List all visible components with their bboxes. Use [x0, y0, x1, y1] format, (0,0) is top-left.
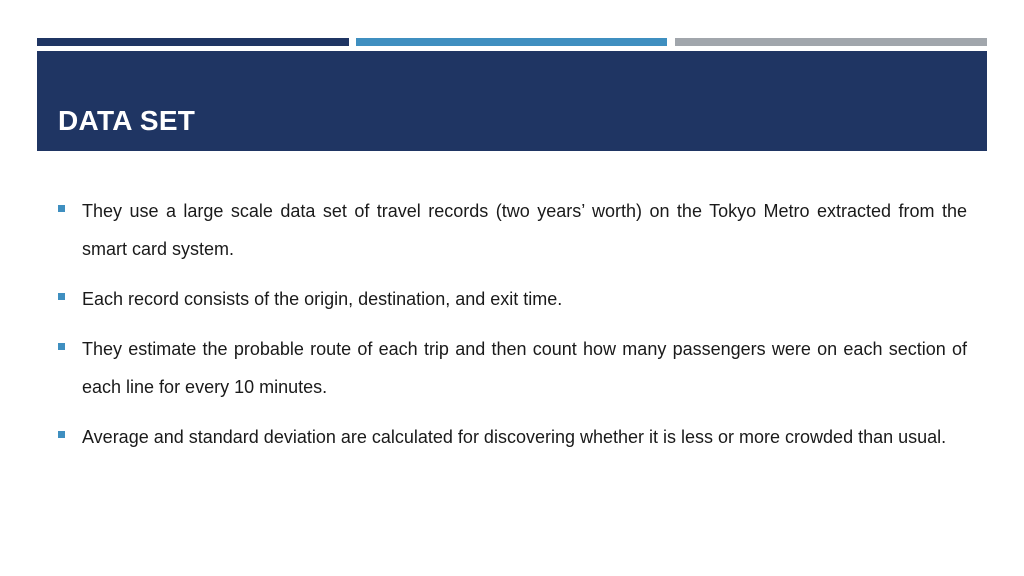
square-bullet-icon [58, 293, 65, 300]
title-band [37, 51, 987, 151]
square-bullet-icon [58, 431, 65, 438]
accent-bar-navy [37, 38, 349, 46]
bullet-list [57, 192, 967, 468]
bullet-item [57, 418, 967, 456]
bullet-item [57, 330, 967, 406]
bullet-text: Average and standard deviation are calculated for discovering whether it is less or more crowded than usual. [82, 427, 947, 447]
bullet-text: Each record consists of the origin, destination, and exit time. [82, 289, 563, 309]
bullet-item [57, 192, 967, 268]
accent-bar-gray [675, 38, 987, 46]
bullet-item [57, 280, 967, 318]
bullet-text: They estimate the probable route of each trip and then count how many passengers were on each section of each line for every 10 minutes. [82, 339, 967, 397]
bullet-text: They use a large scale data set of travel records (two years’ worth) on the Tokyo Metro extracted from the smart card system. [82, 201, 967, 259]
slide-title: DATA SET [58, 105, 196, 136]
square-bullet-icon [58, 343, 65, 350]
square-bullet-icon [58, 205, 65, 212]
accent-bar-sky [356, 38, 667, 46]
